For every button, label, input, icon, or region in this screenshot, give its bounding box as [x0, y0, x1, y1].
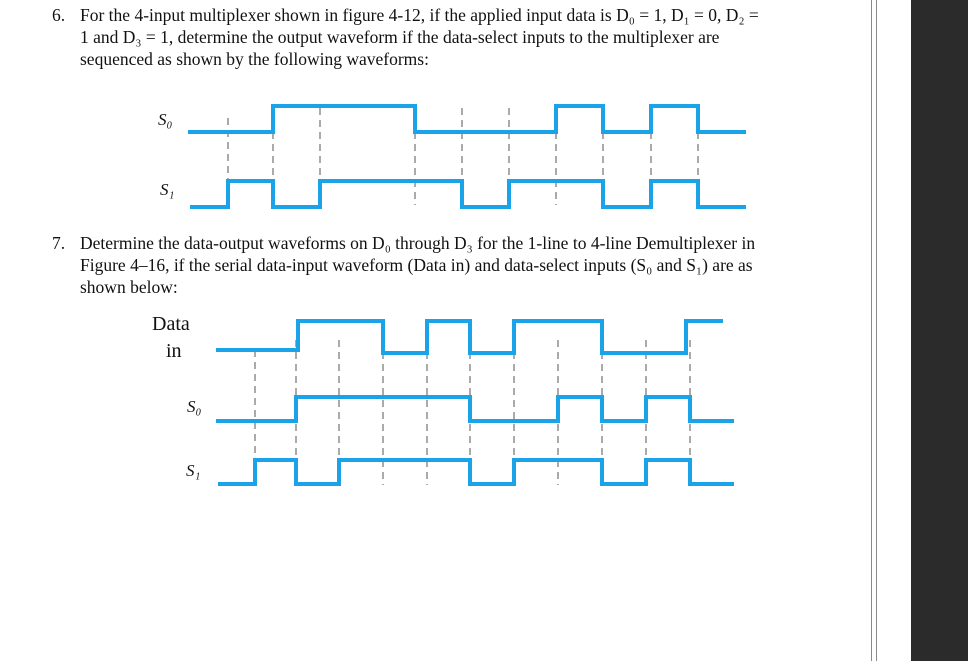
page-edge-line	[876, 0, 877, 661]
fig6-s1-waveform	[190, 181, 746, 207]
question-7-number: 7.	[52, 233, 66, 253]
question-6-line-1: For the 4-input multiplexer shown in figure 4-12, if the applied input data is D₀ = 1, D₁ = 0, D₂ =	[80, 5, 759, 25]
question-6-line-3: sequenced as shown by the following waveforms:	[80, 49, 429, 69]
fig7-data-label: Data	[152, 313, 190, 335]
scroll-track[interactable]	[911, 0, 968, 661]
page-edge-line	[871, 0, 872, 661]
question-6-number: 6.	[52, 5, 66, 25]
question-7-line-1: Determine the data-output waveforms on D₀ through D₃ for the 1-line to 4-line Demultiplexer in	[80, 233, 756, 253]
fig7-s0-label: S₀	[187, 397, 202, 416]
fig7-s1-waveform	[218, 460, 734, 484]
fig7-data-in-waveform	[216, 321, 723, 353]
fig6-s0-label: S₀	[158, 110, 173, 129]
fig7-s0-waveform	[216, 397, 734, 421]
question-7-line-2: Figure 4–16, if the serial data-input waveform (Data in) and data-select inputs (S₀ and S₁) are as	[80, 255, 753, 275]
fig6-s1-label: S₁	[160, 180, 175, 199]
fig7-timing-lines	[255, 340, 690, 485]
fig6-s0-waveform	[188, 106, 746, 132]
question-7-line-3: shown below:	[80, 277, 178, 297]
question-6-line-2: 1 and D₃ = 1, determine the output waveform if the data-select inputs to the multiplexer are	[80, 27, 720, 47]
fig7-s1-label: S₁	[186, 461, 201, 480]
fig7-in-label: in	[166, 340, 182, 362]
